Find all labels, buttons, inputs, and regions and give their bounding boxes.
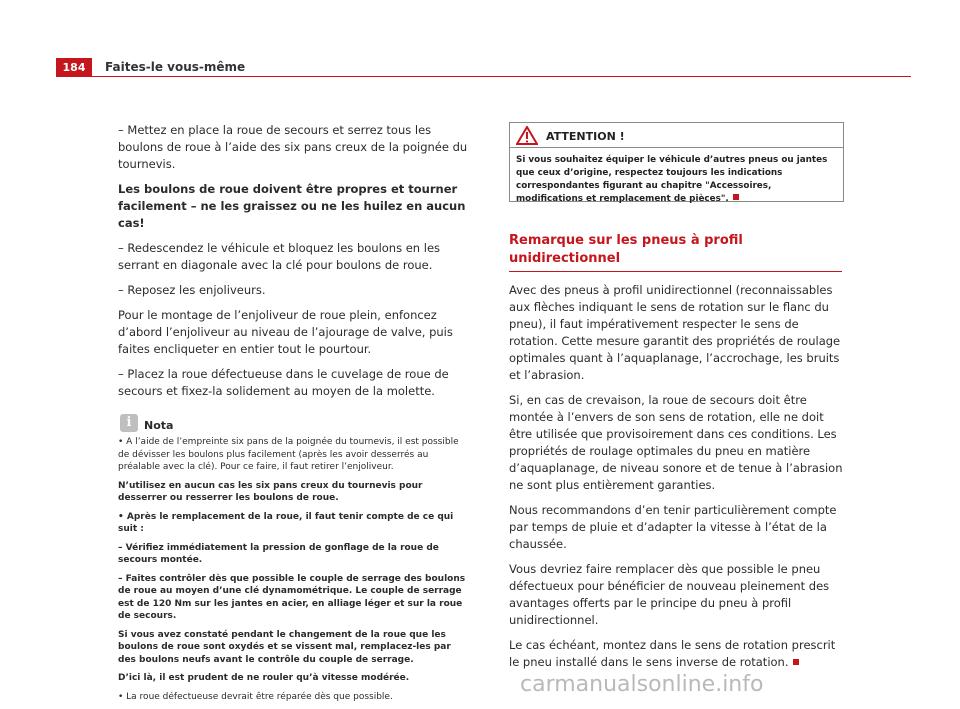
header-rule bbox=[92, 76, 911, 77]
bolts-warning-text: Les boulons de roue doivent être propres et tourner facilement – ne les graissez ou ne les huilez en aucun cas! bbox=[118, 182, 466, 230]
step-hubcaps: – Reposez les enjoliveurs. bbox=[118, 283, 266, 297]
warning-header bbox=[510, 123, 843, 148]
section-paragraph: Nous recommandons d’en tenir particulièrement compte par temps de pluie et d’adapter la vitesse à l’état de la chaussée. bbox=[509, 503, 837, 551]
left-column bbox=[118, 122, 468, 709]
step-lower-vehicle: – Redescendez le véhicule et bloquez les boulons en les serrant en diagonale avec la clé pour boulons de roue. bbox=[118, 241, 441, 272]
note-item: • Après le remplacement de la roue, il faut tenir compte de ce qui suit : bbox=[118, 511, 454, 534]
note-item: Si vous avez constaté pendant le changement de la roue que les boulons de roue sont oxydés et se vissent mal, remplacez-les par des boulons neufs avant le contrôle du couple de serrage. bbox=[118, 629, 451, 665]
hubcap-instructions: Pour le montage de l’enjoliveur de roue plein, enfoncez d’abord l’enjoliveur au niveau de l’ajourage de valve, puis faites encliqueter en entier tout le pourtour. bbox=[118, 308, 453, 356]
section-paragraph: Vous devriez faire remplacer dès que possible le pneu défectueux pour bénéficier de nouveau pleinement des avantages offerts par le principe du pneu à profil unidirectionnel. bbox=[509, 562, 830, 627]
note-item: • A l’aide de l’empreinte six pans de la poignée du tournevis, il est possible de dévisser les boulons plus facilement (après les avoir desserrés au préalable avec la clé). Pour ce faire, il faut retirer l’enjoliveur. bbox=[118, 437, 459, 472]
section-paragraph: Avec des pneus à profil unidirectionnel (reconnaissables aux flèches indiquant le sens de rotation sur le flanc du pneu), il faut impérativement respecter le sens de rotation. Cette mesure garantit des propriétés de roulage optimales quant à l’aquaplanage, l’accrochage, les bruits et l’abrasion. bbox=[509, 283, 841, 382]
info-icon: i bbox=[120, 414, 138, 432]
page-header bbox=[56, 58, 911, 78]
warning-text-content: Si vous souhaitez équiper le véhicule d’autres pneus ou jantes que ceux d’origine, respectez toujours les indications correspondantes figurant au chapitre "Accessoires, modifications et remplacement de pièces". bbox=[516, 155, 828, 204]
section-body bbox=[509, 282, 844, 671]
note-title: Nota bbox=[144, 419, 174, 432]
note-item: • La roue défectueuse devrait être réparée dès que possible. bbox=[118, 691, 393, 702]
warning-text bbox=[516, 154, 838, 206]
end-marker bbox=[733, 194, 739, 200]
page-number: 184 bbox=[56, 58, 92, 77]
section-heading: Remarque sur les pneus à profil unidirectionnel bbox=[509, 232, 842, 272]
warning-title: ATTENTION ! bbox=[546, 130, 625, 143]
watermark: carmanualsonline.info bbox=[520, 672, 764, 697]
step-spare-wheel: – Mettez en place la roue de secours et serrez tous les boulons de roue à l’aide des six pans creux de la poignée du tournevis. bbox=[118, 123, 468, 171]
note-header bbox=[118, 414, 468, 436]
note-item: – Vérifiez immédiatement la pression de gonflage de la roue de secours montée. bbox=[118, 542, 439, 565]
chapter-title: Faites-le vous-même bbox=[105, 60, 246, 74]
note-item: D’ici là, il est prudent de ne rouler qu’à vitesse modérée. bbox=[118, 673, 410, 683]
note-item: – Faites contrôler dès que possible le couple de serrage des boulons de roue au moyen d’une clé dynamométrique. Le couple de serrage est de 120 Nm sur les jantes en acier, en alliage léger et sur la roue de secours. bbox=[118, 573, 466, 621]
end-marker bbox=[793, 659, 799, 665]
section-paragraph-text: Le cas échéant, montez dans le sens de rotation prescrit le pneu installé dans le sens inverse de rotation. bbox=[509, 638, 836, 669]
section-paragraph-last bbox=[509, 637, 844, 671]
step-store-wheel: – Placez la roue défectueuse dans le cuvelage de roue de secours et fixez-la solidement au moyen de la molette. bbox=[118, 367, 449, 398]
warning-box bbox=[509, 122, 844, 202]
section-paragraph: Si, en cas de crevaison, la roue de secours doit être montée à l’envers de son sens de rotation, elle ne doit être utilisée que provisoirement dans ces conditions. Les propriétés de roulage optimales du pneu en matière d’aquaplanage, de niveau sonore et de tenue à l’abrasion ne sont plus entièrement garanties. bbox=[509, 393, 843, 492]
right-column bbox=[509, 122, 844, 679]
warning-triangle-icon bbox=[516, 126, 538, 145]
note-item: N’utilisez en aucun cas les six pans creux du tournevis pour desserrer ou resserrer les boulons de roue. bbox=[118, 480, 423, 503]
note-body bbox=[118, 436, 468, 703]
